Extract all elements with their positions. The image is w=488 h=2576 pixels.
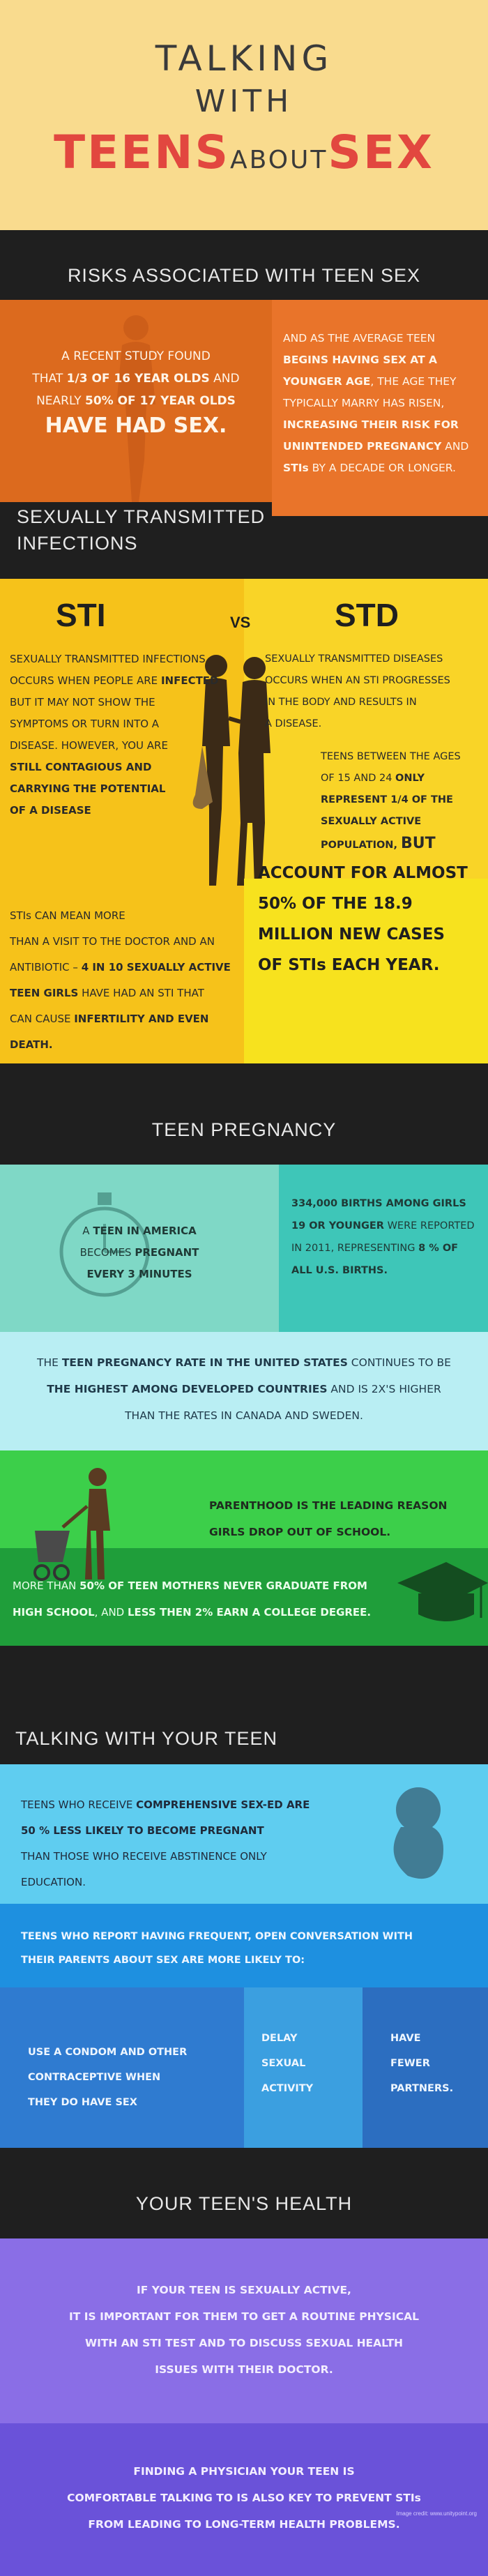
health-section-2 (0, 2423, 488, 2576)
header-line2: WITH (195, 84, 293, 119)
risks-title: RISKS ASSOCIATED WITH TEEN SEX (67, 265, 421, 286)
edu-line1: TEENS WHO RECEIVE COMPREHENSIVE SEX-ED ARE (21, 1798, 310, 1811)
talk-bar (0, 1646, 488, 1764)
outcome-partners-line2: FEWER (390, 2058, 430, 2069)
risks-right-line3: YOUNGER AGE, THE AGE THEY (283, 375, 457, 388)
sti-left-line7: CARRYING THE POTENTIAL (10, 782, 166, 795)
sti-left-line8: OF A DISEASE (10, 804, 91, 817)
graduation-cap-icon (390, 1548, 488, 1646)
image-credit: Image credit: www.unitypoint.org (396, 2510, 477, 2517)
risks-left-line2: THAT 1/3 OF 16 YEAR OLDS AND (32, 372, 240, 386)
age-line4: SEXUALLY ACTIVE (321, 816, 422, 827)
grad-line1: MORE THAN 50% OF TEEN MOTHERS NEVER GRADUATE FROM (13, 1579, 367, 1592)
sti-left-line3: BUT IT MAY NOT SHOW THE (10, 696, 155, 709)
age-line5: POPULATION, BUT (321, 835, 436, 852)
report-line1: TEENS WHO REPORT HAVING FREQUENT, OPEN CONVERSATION WITH (21, 1931, 413, 1942)
pregnancy-title: TEEN PREGNANCY (151, 1119, 337, 1140)
health-bar (0, 2148, 488, 2238)
vs-label: VS (230, 614, 251, 631)
std-right-line4: A DISEASE. (265, 718, 322, 729)
health1-line4: ISSUES WITH THEIR DOCTOR. (155, 2363, 333, 2376)
talk-title: TALKING WITH YOUR TEEN (15, 1728, 278, 1749)
sti-title-line2: INFECTIONS (17, 533, 138, 554)
grad-line2: HIGH SCHOOL, AND LESS THEN 2% EARN A COLLEGE DEGREE. (13, 1606, 372, 1619)
sti-bottom-line2: THAN A VISIT TO THE DOCTOR AND AN (10, 935, 215, 948)
risks-right-line5: INCREASING THEIR RISK FOR (283, 418, 459, 431)
clock-line3: EVERY 3 MINUTES (86, 1268, 192, 1280)
health1-line3: WITH AN STI TEST AND TO DISCUSS SEXUAL HEALTH (84, 2337, 404, 2349)
outcome-partners-line1: HAVE (390, 2033, 421, 2044)
age-line3: REPRESENT 1/4 OF THE (321, 794, 453, 805)
rate-line1: THE TEEN PREGNANCY RATE IN THE UNITED STATES CONTINUES TO BE (37, 1356, 451, 1369)
sti-left-line5: DISEASE. HOWEVER, YOU ARE (10, 739, 168, 752)
edu-line4: EDUCATION. (21, 1876, 86, 1888)
births-line4: ALL U.S. BIRTHS. (291, 1265, 388, 1276)
risks-right-line2: BEGINS HAVING SEX AT A (283, 354, 438, 366)
header-about: ABOUT (230, 146, 328, 174)
rate-line3: THAN THE RATES IN CANADA AND SWEDEN. (125, 1409, 363, 1422)
header-teens: TEENS (54, 126, 231, 179)
big-stat-line3: MILLION NEW CASES (258, 925, 445, 944)
clock-line1: A TEEN IN AMERICA (82, 1225, 197, 1237)
births-line3: IN 2011, REPRESENTING 8 % OF (291, 1243, 459, 1254)
health2-line1: FINDING A PHYSICIAN YOUR TEEN IS (133, 2465, 355, 2478)
stroller-mom-icon (21, 1464, 139, 1590)
big-stat-line2: 50% OF THE 18.9 (258, 895, 413, 913)
sti-bar (0, 453, 488, 579)
edu-section (0, 1764, 488, 1904)
parenthood-section (0, 1450, 488, 1646)
risks-right-line7: STIs BY A DECADE OR LONGER. (283, 462, 456, 474)
health2-line2: COMFORTABLE TALKING TO IS ALSO KEY TO PREVENT STIs (67, 2492, 421, 2504)
fetus-icon (369, 1778, 467, 1890)
age-line2: OF 15 AND 24 ONLY (321, 773, 425, 784)
edu-line3: THAN THOSE WHO RECEIVE ABSTINENCE ONLY (21, 1850, 267, 1863)
outcome-condom-line3: THEY DO HAVE SEX (28, 2097, 137, 2108)
sti-bottom-line4: TEEN GIRLS HAVE HAD AN STI THAT (10, 987, 204, 999)
header-sex: SEX (328, 126, 434, 179)
sti-left-line4: SYMPTOMS OR TURN INTO A (10, 718, 160, 730)
outcome-partners-line3: PARTNERS. (390, 2083, 454, 2094)
births-line2: 19 OR YOUNGER WERE REPORTED (291, 1220, 475, 1232)
report-line2: THEIR PARENTS ABOUT SEX ARE MORE LIKELY TO: (21, 1955, 305, 1966)
parent-line2: GIRLS DROP OUT OF SCHOOL. (209, 1526, 391, 1538)
header (0, 0, 488, 230)
health2-line3: FROM LEADING TO LONG-TERM HEALTH PROBLEMS. (88, 2518, 400, 2531)
outcome-condom-line1: USE A CONDOM AND OTHER (28, 2047, 188, 2058)
sti-bottom-line3: ANTIBIOTIC – 4 IN 10 SEXUALLY ACTIVE (10, 961, 231, 973)
sti-heading: STI (56, 597, 106, 633)
sti-section (0, 579, 488, 1063)
clock-line2: BECOMES PREGNANT (79, 1246, 199, 1259)
edu-line2: 50 % LESS LIKELY TO BECOME PREGNANT (21, 1824, 264, 1837)
risks-left-line1: A RECENT STUDY FOUND (61, 349, 211, 363)
report-section (0, 1904, 488, 1987)
sti-bottom-line1: STIs CAN MEAN MORE (10, 909, 125, 922)
risks-left-headline: HAVE HAD SEX. (45, 414, 227, 438)
header-line1: TALKING (155, 38, 333, 79)
sti-left-line2: OCCURS WHEN PEOPLE ARE INFECTED (10, 674, 219, 687)
risks-right-line4: TYPICALLY MARRY HAS RISEN, (283, 397, 445, 409)
births-line1: 334,000 BIRTHS AMONG GIRLS (291, 1198, 466, 1209)
header-main (0, 126, 488, 179)
rate-section (0, 1332, 488, 1450)
outcome-condom-line2: CONTRACEPTIVE WHEN (28, 2072, 161, 2083)
big-stat-line4: OF STIs EACH YEAR. (258, 956, 440, 974)
pregnancy-bar (0, 1063, 488, 1165)
std-heading: STD (335, 597, 399, 633)
sti-left-line6: STILL CONTAGIOUS AND (10, 761, 152, 773)
health1-line1: IF YOUR TEEN IS SEXUALLY ACTIVE, (137, 2284, 351, 2296)
risks-right-line1: AND AS THE AVERAGE TEEN (283, 332, 436, 344)
parent-line1: PARENTHOOD IS THE LEADING REASON (209, 1499, 448, 1512)
risks-right-line6: UNINTENDED PREGNANCY AND (283, 440, 469, 453)
health-section-1 (0, 2238, 488, 2423)
outcomes-section (0, 1987, 488, 2148)
sti-left-line1: SEXUALLY TRANSMITTED INFECTIONS (10, 653, 206, 665)
outcome-delay-line1: DELAY (261, 2033, 298, 2044)
age-line1: TEENS BETWEEN THE AGES (321, 751, 461, 762)
risks-left-line3: NEARLY 50% OF 17 YEAR OLDS (36, 394, 236, 408)
sti-bottom-line5: CAN CAUSE INFERTILITY AND EVEN (10, 1013, 209, 1025)
sti-title-line1: SEXUALLY TRANSMITTED (17, 506, 266, 527)
health-title: YOUR TEEN'S HEALTH (135, 2193, 353, 2214)
sti-bottom-line6: DEATH. (10, 1038, 53, 1051)
big-stat-line1: ACCOUNT FOR ALMOST (258, 864, 468, 882)
rate-line2: THE HIGHEST AMONG DEVELOPED COUNTRIES AND IS 2X'S HIGHER (47, 1383, 441, 1395)
risks-bar (0, 230, 488, 300)
std-right-line2: OCCURS WHEN AN STI PROGRESSES (265, 675, 450, 686)
outcome-delay-line3: ACTIVITY (261, 2083, 314, 2094)
pregnancy-stats (0, 1165, 488, 1332)
health1-line2: IT IS IMPORTANT FOR THEM TO GET A ROUTINE PHYSICAL (69, 2310, 419, 2323)
std-right-line3: IN THE BODY AND RESULTS IN (265, 697, 417, 708)
std-right-line1: SEXUALLY TRANSMITTED DISEASES (265, 653, 443, 665)
outcome-delay-line2: SEXUAL (261, 2058, 306, 2069)
